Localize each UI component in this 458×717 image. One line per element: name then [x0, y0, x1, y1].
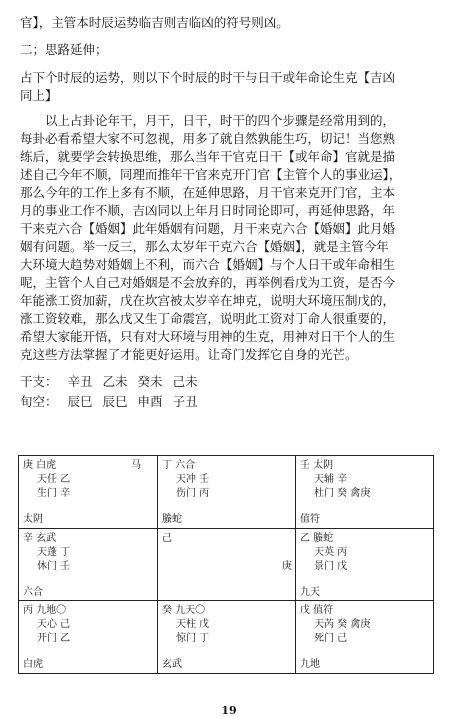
palace-xun	[19, 456, 157, 528]
xunkong-row	[20, 394, 208, 410]
text-line: 以上占卦论年干，月干，日干，时干的四个步骤是经常用到的，	[45, 113, 396, 128]
palace-god: 九天	[300, 587, 320, 598]
palace-line: 天心 己	[37, 619, 71, 630]
palace-god: 六合	[23, 587, 43, 598]
palace-line: 天辅 辛	[314, 474, 348, 485]
palace-line: 天英 丙	[314, 547, 348, 558]
palace-god: 值符	[300, 514, 320, 525]
palace-line: 惊门 丁	[176, 633, 210, 644]
palace-gen	[19, 600, 157, 673]
xunkong-label: 旬空：	[20, 394, 58, 409]
palace-li	[157, 456, 296, 528]
xunkong-year: 辰巳	[67, 394, 93, 409]
palace-line: 丁 六合	[162, 460, 196, 471]
palace-line: 天冲 壬	[176, 474, 210, 485]
text-line: 大环境大趋势对婚姻上不利，而六合【婚姻】与个人日干或年命相生	[20, 257, 396, 272]
ganzhi-month: 乙未	[102, 374, 128, 389]
palace-god: 玄武	[162, 659, 182, 670]
palace-kan	[157, 600, 296, 673]
text-line: 呢，主管个人自己对婚姻是不会放弃的，再举例看戊为工资，是否今	[20, 275, 396, 290]
ganzhi-row	[20, 374, 208, 390]
palace-line: 壬 太阴	[300, 460, 334, 471]
palace-line: 癸 九天〇	[162, 605, 206, 616]
text-line: 姻有问题。举一反三，那么太岁年干克六合【婚姻】，就是主管今年	[20, 239, 389, 254]
ganzhi-year: 辛丑	[67, 374, 93, 389]
palace-line: 生门 辛	[37, 488, 71, 499]
palace-god: 螣蛇	[162, 514, 182, 525]
text-line: 年能涨工资加薪，戊在坎宫被太岁辛在坤克，说明大环境压制戊的，	[20, 293, 396, 308]
qimen-chart	[18, 455, 434, 674]
text-line: 官】，主管本时辰运势临吉则吉临凶的符号则凶。	[20, 15, 289, 30]
palace-line: 天任 乙	[37, 474, 71, 485]
palace-god: 太阴	[23, 514, 43, 525]
text-line: 同上】	[20, 88, 58, 103]
palace-line: 杜门 癸 禽庚	[314, 488, 371, 499]
palace-line: 戊 值符	[300, 605, 334, 616]
page-number: 19	[221, 704, 237, 717]
palace-qian	[295, 600, 434, 673]
text-line: 月的事业工作不顺，吉凶同以上年月日时同论即可，再延伸思路，年	[20, 203, 396, 218]
palace-line: 开门 乙	[37, 633, 71, 644]
palace-line: 丙 九地〇	[23, 605, 67, 616]
palace-dui	[295, 528, 434, 601]
horse-mark: 马	[131, 460, 141, 471]
palace-zhen	[19, 528, 157, 601]
ganzhi-label: 干支：	[20, 374, 58, 389]
text-line: 干来克六合【婚姻】此年婚姻有问题，月干来克六合【婚姻】此月婚	[20, 221, 396, 236]
palace-line: 天蓬 丁	[37, 547, 71, 558]
palace-line: 庚	[282, 561, 292, 572]
palace-line: 休门 壬	[37, 561, 71, 572]
text-line: 每卦必看希望大家不可忽视，用多了就自然孰能生巧，切记！当您熟	[20, 131, 396, 146]
palace-line: 景门 戊	[314, 561, 348, 572]
text-line: 练后，就要学会转换思维，那么当年干官克日干【或年命】官就是描	[20, 149, 396, 164]
palace-line: 己	[162, 533, 172, 544]
xunkong-hour: 子丑	[172, 394, 198, 409]
palace-center	[157, 528, 296, 601]
palace-line: 乙 螣蛇	[300, 533, 334, 544]
palace-line: 庚 白虎	[23, 460, 57, 471]
xunkong-day: 申酉	[137, 394, 163, 409]
palace-line: 辛 玄武	[23, 533, 57, 544]
text-line: 那么今年的工作上多有不顺，在延伸思路，月干官来克开门官，主本	[20, 185, 396, 200]
text-line: 克这些方法掌握了才能更好运用。让奇门发挥它自身的光芒。	[20, 347, 358, 362]
ganzhi-hour: 己未	[172, 374, 198, 389]
text-line: 述自己今年不顺，同理而推年干官来克开门官【主管个人的事业运】，	[20, 167, 402, 182]
ganzhi-day: 癸未	[137, 374, 163, 389]
palace-god: 九地	[300, 659, 320, 670]
palace-line: 伤门 丙	[176, 488, 210, 499]
text-line: 涨工资较难，那么戊又生丁命震宫，说明此工资对丁命人很重要的，	[20, 311, 396, 326]
palace-line: 天柱 戊	[176, 619, 210, 630]
palace-god: 白虎	[23, 659, 43, 670]
xunkong-month: 辰巳	[102, 394, 128, 409]
section-heading: 二；思路延伸；	[20, 42, 108, 57]
text-line: 占下个时辰的运势，则以下个时辰的时干与日干或年命论生克【吉凶	[20, 70, 396, 85]
text-line: 希望大家能开悟，只有对大环境与用神的生克，用神对日干个人的生	[20, 329, 396, 344]
palace-kun	[295, 456, 434, 528]
palace-line: 天芮 癸 禽庚	[314, 619, 371, 630]
palace-line: 死门 己	[314, 633, 348, 644]
